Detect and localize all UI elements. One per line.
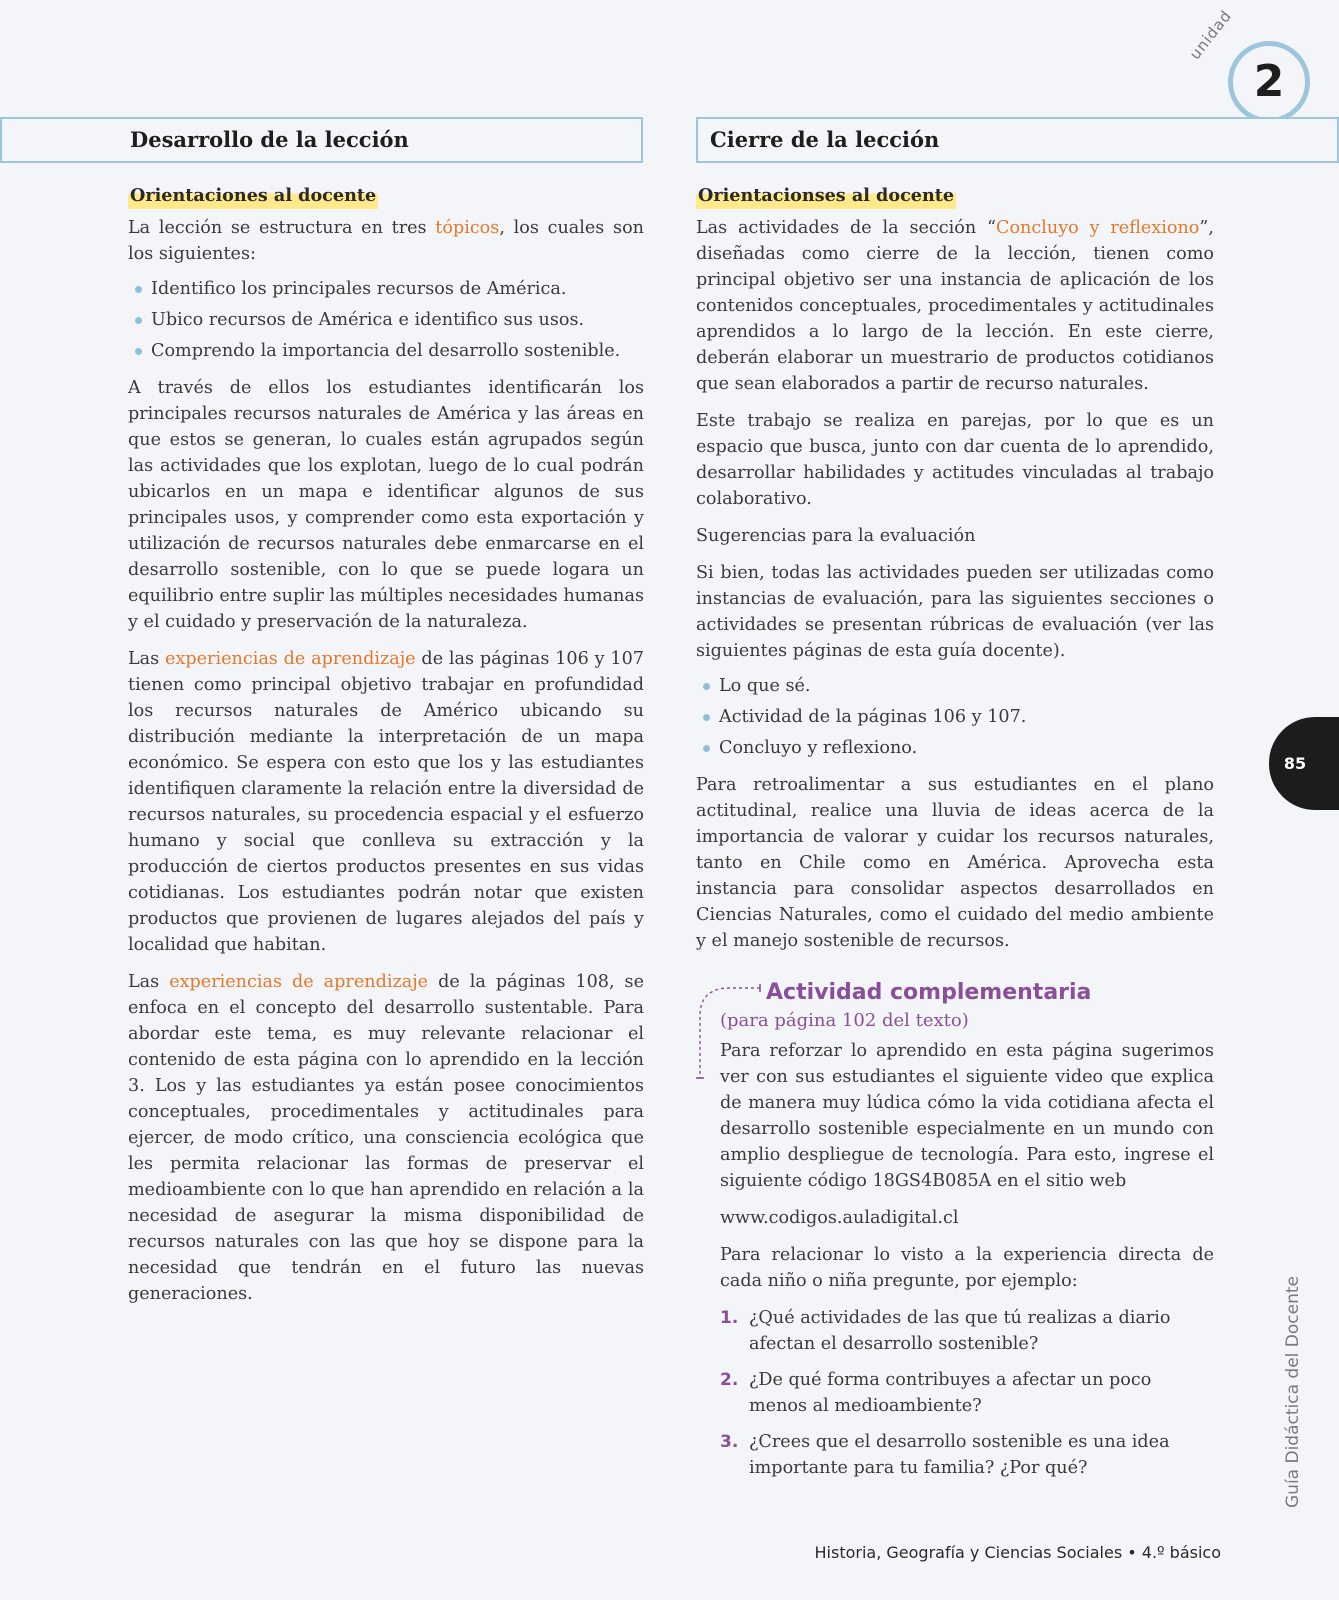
unit-number: 2 — [1253, 56, 1285, 107]
side-title: Guía Didáctica del Docente — [1283, 1276, 1303, 1508]
p3-text-end: de las páginas 106 y 107 tienen como principal objetivo trabajar en profundidad los recursos naturales de Américo ubicando su distribución mediante la interpretación de un mapa económico. Se espera con esto que los y las estudiantes identifiquen claramente la relación entre la diversidad de recursos naturales, su procedencia espacial y el esfuerzo humano y social que conlleva su extracción y la producción de ciertos productos presentes en sus vidas cotidianas. Los estudiantes podrán notar que existen productos que provienen de lugares alejados del país y localidad que habitan. — [128, 649, 644, 955]
list-item: Comprendo la importancia del desarrollo sostenible. — [128, 338, 644, 364]
p3-text: Las — [128, 649, 166, 669]
page-number: 85 — [1283, 754, 1307, 773]
topics-list — [128, 276, 644, 364]
page-number-tab — [1269, 717, 1339, 810]
left-subhead: Orientaciones al docente — [128, 183, 378, 209]
left-section-header — [0, 117, 643, 163]
list-item: Identifico los principales recursos de América. — [128, 276, 644, 302]
activity-title: Actividad complementaria — [766, 980, 1092, 1005]
left-paragraph-3 — [128, 646, 644, 958]
activity-subtitle: (para página 102 del texto) — [720, 1010, 969, 1031]
topicos-keyword: tópicos — [435, 218, 500, 238]
right-paragraph-4: Para retroalimentar a sus estudiantes en el plano actitudinal, realice una lluvia de ideas acerca de la importancia de valorar y cuidar los recursos naturales, tanto en Chile como en América. Aprovecha esta instancia para consolidar aspectos desarrollados en Ciencias Naturales, como el cuidado del medio ambiente y el manejo sostenible de recursos. — [696, 775, 1214, 951]
left-paragraph-2: A través de ellos los estudiantes identificarán los principales recursos naturales de América y las áreas en que estos se generan, lo cuales están agrupados según las actividades que los explotan, luego de lo cual podrán ubicarlos en un mapa e identificar algunos de sus principales usos, y comprender como esta exportación y utilización de recursos naturales debe enmarcarse en el desarrollo sostenible, con lo que se puede logara un equilibrio entre suplir las múltiples necesidades humanas y el cuidado y preservación de la naturaleza. — [128, 378, 644, 632]
left-column — [128, 183, 644, 1318]
question-text: ¿De qué forma contribuyes a afectar un poco menos al medioambiente? — [749, 1370, 1152, 1416]
left-paragraph-4 — [128, 969, 644, 1307]
right-section-title: Cierre de la lección — [710, 127, 940, 152]
question-text: ¿Crees que el desarrollo sostenible es una idea importante para tu familia? ¿Por qué? — [749, 1432, 1170, 1478]
intro-text: La lección se estructura en tres — [128, 218, 436, 238]
right-paragraph-2: Este trabajo se realiza en parejas, por lo que es un espacio que busca, junto con dar cuenta de lo aprendido, desarrollar habilidades y actitudes vinculadas al trabajo colaborativo. — [696, 411, 1214, 509]
complementary-activity — [696, 978, 1214, 1481]
p1-text-end: ”, diseñadas como cierre de la lección, tienen como principal objetivo ser una instancia de aplicación de los contenidos conceptuales, procedimentales y actitudinales aprendidos a lo largo de la lección. En este cierre, deberán elaborar un muestrario de productos cotidianos que sean elaborados a partir de recurso naturales. — [696, 218, 1214, 394]
experiencias-keyword: experiencias de aprendizaje — [165, 649, 416, 669]
question-number: 3. — [720, 1432, 739, 1452]
activity-url[interactable]: www.codigos.auladigital.cl — [720, 1208, 959, 1228]
evaluation-list — [696, 673, 1214, 761]
right-section-header — [696, 117, 1339, 163]
activity-paragraph-1: Para reforzar lo aprendido en esta página sugerimos ver con sus estudiantes el siguiente video que explica de manera muy lúdica cómo la vida cotidiana afecta el desarrollo sostenible especialmente en un mundo con amplio despliegue de tecnología. Para esto, ingrese el siguiente código 18GS4B085A en el sitio web — [720, 1041, 1214, 1191]
evaluation-heading: Sugerencias para la evaluación — [696, 526, 976, 546]
questions-list — [720, 1305, 1214, 1481]
p4-text: Las — [128, 972, 170, 992]
activity-paragraph-2: Para relacionar lo visto a la experiencia directa de cada niño o niña pregunte, por ejemplo: — [720, 1245, 1214, 1291]
question-number: 2. — [720, 1370, 739, 1390]
unit-label: unidad — [1185, 6, 1236, 64]
experiencias-keyword: experiencias de aprendizaje — [169, 972, 429, 992]
concluyo-keyword: Concluyo y reflexiono — [996, 218, 1200, 238]
right-paragraph-3: Si bien, todas las actividades pueden ser utilizadas como instancias de evaluación, para las siguientes secciones o actividades se presentan rúbricas de evaluación (ver las siguientes páginas de esta guía docente). — [696, 563, 1214, 661]
list-item: Actividad de la páginas 106 y 107. — [696, 704, 1214, 730]
list-item: Concluyo y reflexiono. — [696, 735, 1214, 761]
question-item — [720, 1305, 1214, 1357]
dashed-bracket-icon — [696, 982, 766, 1082]
p4-text-end: de la páginas 108, se enfoca en el concepto del desarrollo sustentable. Para abordar este tema, es muy relevante relacionar el contenido de esta página con lo aprendido en la lección 3. Los y las estudiantes ya están posee conocimientos conceptuales, procedimentales y actitudinales para ejercer, de modo crítico, una consciencia ecológica que les permita relacionar las formas de preservar el medioambiente con lo que han aprendido en relación a la necesidad de asegurar la misma disponibilidad de recursos naturales con las que hoy se dispone para la necesidad que tendrán en el futuro las nuevas generaciones. — [128, 972, 644, 1304]
question-text: ¿Qué actividades de las que tú realizas a diario afectan el desarrollo sostenible? — [749, 1308, 1171, 1354]
question-item — [720, 1429, 1214, 1481]
question-number: 1. — [720, 1308, 739, 1328]
left-intro-paragraph — [128, 215, 644, 267]
question-item — [720, 1367, 1214, 1419]
intro-text-end: , los cuales son los siguientes: — [128, 218, 644, 264]
list-item: Lo que sé. — [696, 673, 1214, 699]
left-section-title: Desarrollo de la lección — [130, 127, 409, 152]
right-paragraph-1 — [696, 215, 1214, 397]
list-item: Ubico recursos de América e identifico sus usos. — [128, 307, 644, 333]
right-subhead: Orientacionses al docente — [696, 183, 956, 209]
right-column — [696, 183, 1214, 1491]
footer-text: Historia, Geografía y Ciencias Sociales • 4.º básico — [814, 1543, 1221, 1562]
p1-text: Las actividades de la sección “ — [696, 218, 996, 238]
unit-badge — [1228, 41, 1310, 123]
